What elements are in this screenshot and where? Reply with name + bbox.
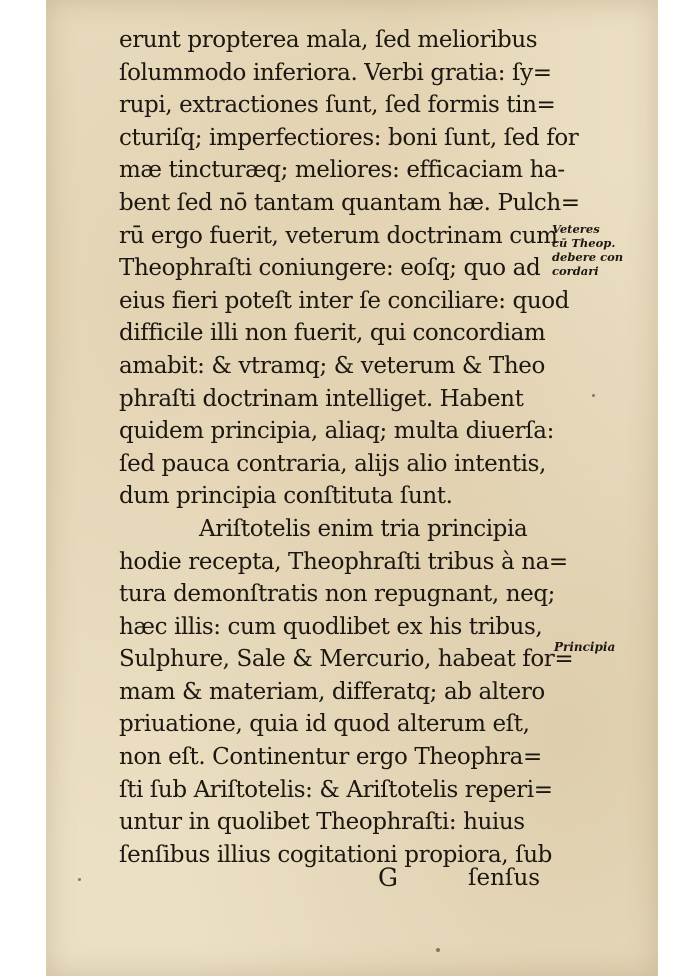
text-line: non eſt. Continentur ergo Theophra= — [119, 744, 542, 771]
text-line: rupi, extractiones ſunt, ſed formis tin= — [119, 92, 556, 119]
ink-spot — [592, 394, 595, 397]
text-line: quidem principia, aliaq; multa diuerſa: — [119, 418, 554, 445]
margin-note-line: cordari — [552, 264, 599, 278]
text-line: ſed pauca contraria, alijs alio intentis, — [119, 450, 546, 477]
body-text — [119, 24, 605, 871]
margin-note-veteres — [552, 222, 623, 278]
text-line: mæ tincturæq; meliores: efficaciam ha- — [119, 157, 565, 184]
text-line: hodie recepta, Theophraſti tribus à na= — [119, 548, 568, 575]
text-line: cturiſq; imperfectiores: boni ſunt, ſed for — [119, 124, 579, 151]
book-page — [46, 0, 658, 976]
text-line: Sulphure, Sale & Mercurio, habeat for= — [119, 646, 574, 673]
paragraph-start-line: Ariſtotelis enim tria principia — [199, 515, 528, 542]
margin-note-line: Principia — [554, 640, 616, 654]
text-line: Theophraſti coniungere: eoſq; quo ad — [119, 255, 541, 282]
ink-spot — [78, 878, 81, 881]
text-line: mam & materiam, differatq; ab altero — [119, 678, 545, 705]
text-line: difficile illi non fuerit, qui concordiam — [119, 320, 546, 347]
margin-note-line: Veteres — [552, 222, 600, 236]
margin-note-line: cū Theop. — [552, 236, 616, 250]
catchword: ſenſus — [468, 865, 541, 891]
text-line: ſolummodo inferiora. Verbi gratia: ſy= — [119, 59, 552, 86]
text-line: amabit: & vtramq; & veterum & Theo — [119, 352, 545, 379]
ink-spot — [436, 948, 440, 952]
text-line: bent ſed nō tantam quantam hæ. Pulch= — [119, 189, 580, 216]
text-line: eius fieri poteſt inter ſe conciliare: quod — [119, 287, 570, 314]
text-line: dum principia conſtituta ſunt. — [119, 483, 453, 510]
margin-note-line: debere con — [552, 250, 624, 264]
text-line: tura demonſtratis non repugnant, neq; — [119, 581, 556, 608]
text-line: untur in quolibet Theophraſti: huius — [119, 809, 525, 836]
text-line: ſti ſub Ariſtotelis: & Ariſtotelis reperi= — [119, 776, 553, 803]
text-line: phraſti doctrinam intelliget. Habent — [119, 385, 524, 412]
margin-note-principia — [554, 640, 615, 654]
signature-mark: G — [378, 863, 398, 892]
text-line: hæc illis: cum quodlibet ex his tribus, — [119, 613, 543, 640]
text-line: ſenſibus illius cogitationi propiora, ſub — [119, 841, 552, 868]
text-line: priuatione, quia id quod alterum eſt, — [119, 711, 530, 738]
text-line: rū ergo fuerit, veterum doctrinam cum — [119, 222, 558, 249]
text-line: erunt propterea mala, ſed melioribus — [119, 27, 538, 53]
